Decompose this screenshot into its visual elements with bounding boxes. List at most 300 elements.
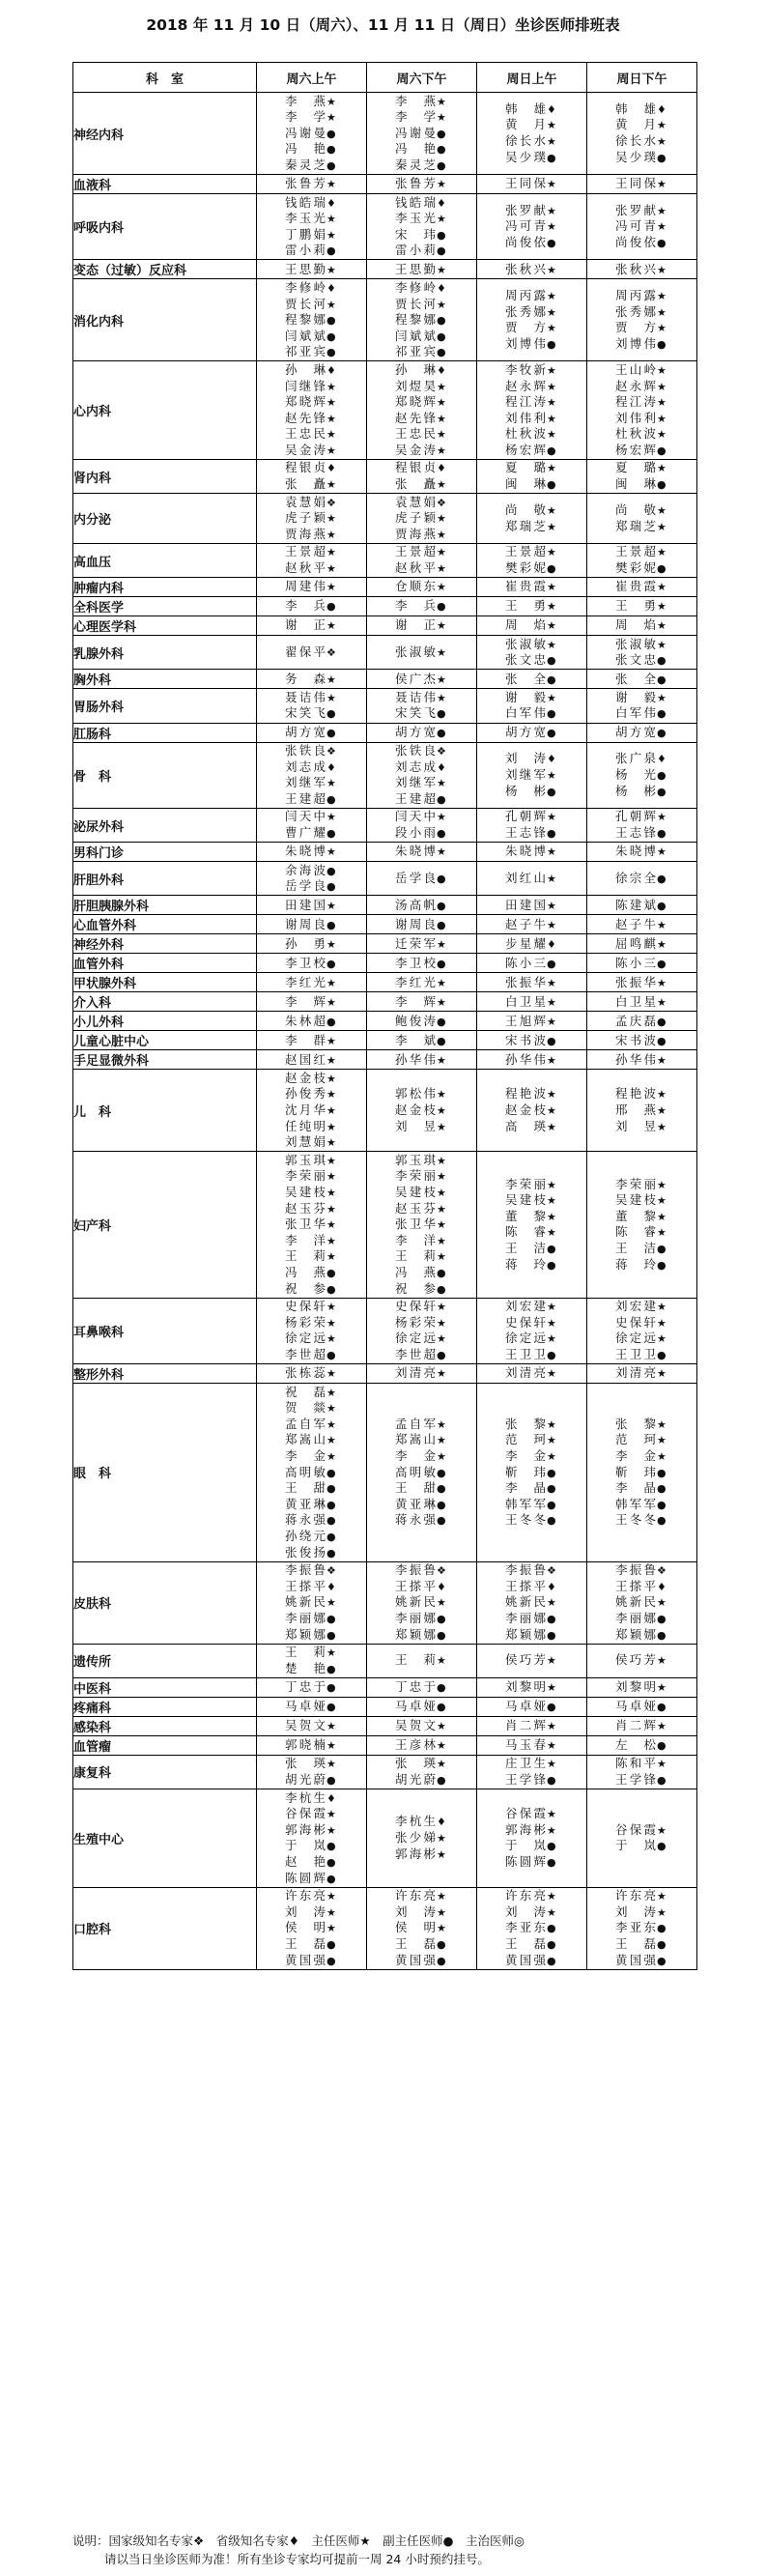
doctor-entry: 贾海燕★ [285,526,336,541]
schedule-cell [367,194,477,260]
schedule-body [73,93,697,1970]
doctor-entry: 许东亮★ [615,1888,667,1903]
schedule-cell [257,616,367,636]
schedule-cell [257,597,367,616]
doctor-entry: 郑晓辉★ [285,394,336,410]
department-name: 乳腺外科 [73,636,257,670]
table-row [73,934,697,954]
doctor-entry: 闫斌斌● [285,328,336,343]
schedule-cell [587,843,697,862]
table-row [73,636,697,670]
doctor-entry: 丁忠于● [395,1679,446,1695]
table-row [73,1735,697,1755]
doctor-entry: 秦灵芝● [285,157,336,172]
schedule-cell [477,93,587,175]
doctor-entry: 孟庆磊● [615,1013,667,1028]
schedule-cell [477,1298,587,1363]
department-name: 胸外科 [73,670,257,689]
doctor-entry: 冯 艳● [285,141,336,157]
doctor-entry: 徐长水★ [505,133,556,148]
doctor-entry: 赵国红★ [285,1051,336,1067]
doctor-entry: 徐宗全● [615,870,667,885]
doctor-entry: 王彦林★ [395,1737,446,1753]
doctor-entry: 闫天中★ [395,809,446,824]
doctor-entry: 陈小三● [615,955,667,970]
doctor-entry: 李振鲁❖ [395,1562,446,1578]
doctor-entry: 王忠民★ [285,426,336,442]
doctor-entry: 于 岚● [615,1838,667,1853]
department-name: 中医科 [73,1677,257,1697]
doctor-entry: 宋笑飞● [395,705,446,721]
schedule-cell [257,543,367,577]
doctor-entry: 胡方宽● [395,724,446,739]
doctor-entry: 郑颖娜● [505,1626,556,1642]
doctor-entry: 蒋 玲● [615,1256,667,1272]
doctor-entry: 孙绕元● [285,1528,336,1543]
doctor-entry: 王冬冬● [615,1512,667,1528]
schedule-cell [477,934,587,954]
doctor-entry: 姚新民★ [505,1594,556,1610]
doctor-entry: 贺 燚★ [285,1400,336,1416]
table-row [73,1050,697,1070]
doctor-entry: 郑颖娜● [395,1626,446,1642]
doctor-entry: 周建伟★ [285,579,336,594]
doctor-entry: 吴建枝★ [615,1192,667,1208]
doctor-entry: 胡方宽● [615,724,667,739]
doctor-entry: 赵永辉★ [505,378,556,393]
department-name: 消化内科 [73,279,257,361]
doctor-entry: 李世超● [285,1346,336,1361]
doctor-entry: 王 莉★ [395,1652,446,1668]
doctor-entry: 孙华伟★ [395,1051,446,1067]
doctor-entry: 姚新民★ [395,1594,446,1610]
doctor-entry: 侯 明★ [395,1920,446,1935]
schedule-cell [477,843,587,862]
doctor-entry: 李荣丽★ [505,1176,556,1191]
doctor-entry: 朱晓博★ [615,844,667,859]
doctor-entry: 董 黎★ [505,1208,556,1223]
table-row [73,1887,697,1969]
doctor-entry: 王忠民★ [395,426,446,442]
doctor-entry: 胡方宽● [285,724,336,739]
doctor-entry: 刘 涛★ [285,1903,336,1919]
schedule-cell [477,670,587,689]
schedule-cell [477,1716,587,1735]
table-row [73,1789,697,1888]
schedule-cell [257,1755,367,1789]
doctor-entry: 郑瑞芝★ [615,518,667,533]
doctor-entry: 王景超★ [505,544,556,559]
doctor-entry: 尚 敬★ [505,501,556,517]
doctor-entry: 谢 正★ [395,617,446,633]
schedule-cell [257,1152,367,1298]
doctor-entry: 谷保霞★ [615,1821,667,1837]
schedule-cell [477,1644,587,1677]
department-name: 生殖中心 [73,1789,257,1888]
doctor-entry: 鲍俊涛● [395,1013,446,1028]
doctor-entry: 张秋兴★ [505,261,556,276]
table-row [73,578,697,597]
doctor-entry: 刘伟利★ [615,410,667,425]
table-row [73,1298,697,1363]
doctor-entry: 许东亮★ [505,1888,556,1903]
doctor-entry: 李亚东● [615,1920,667,1935]
schedule-cell [367,1697,477,1716]
doctor-entry: 曹广耀● [285,825,336,841]
doctor-entry: 李 燕★ [285,93,336,108]
doctor-entry: 袁慧娟❖ [395,494,446,509]
doctor-entry: 王学锋● [615,1771,667,1787]
schedule-cell [257,578,367,597]
schedule-cell [587,808,697,842]
doctor-entry: 韩 雄♦ [505,100,556,116]
schedule-cell [257,279,367,361]
doctor-entry: 李 辉★ [395,993,446,1009]
table-row [73,862,697,896]
schedule-cell [367,1050,477,1070]
schedule-cell [367,260,477,279]
doctor-entry: 李 兵● [285,598,336,614]
schedule-cell [367,494,477,544]
doctor-entry: 徐长水★ [615,133,667,148]
department-name: 胃肠外科 [73,689,257,723]
doctor-entry: 蒋 玲● [505,1256,556,1272]
doctor-entry: 肖二辉★ [505,1718,556,1733]
table-row [73,808,697,842]
table-row [73,1070,697,1152]
doctor-entry: 秦灵芝● [395,157,446,172]
doctor-entry: 刘宏建★ [615,1299,667,1314]
doctor-entry: 夏 璐★ [615,460,667,475]
doctor-entry: 程黎娜● [285,312,336,328]
doctor-entry: 张铁良❖ [285,743,336,758]
schedule-cell [477,1735,587,1755]
doctor-entry: 王同保★ [615,176,667,191]
doctor-entry: 张鲁芳★ [285,176,336,191]
table-row [73,992,697,1012]
doctor-entry: 李 燕★ [395,93,446,108]
schedule-cell [367,1012,477,1031]
doctor-entry: 刘 昱★ [615,1118,667,1133]
doctor-entry: 王搽平♦ [615,1578,667,1593]
table-row [73,1384,697,1562]
department-name: 肝胆胰腺外科 [73,896,257,915]
schedule-table [72,62,697,1970]
doctor-entry: 吴贺文★ [395,1718,446,1733]
schedule-cell [367,1070,477,1152]
doctor-entry: 王冬冬● [505,1512,556,1528]
doctor-entry: 郭海彬★ [505,1821,556,1837]
schedule-cell [587,361,697,460]
doctor-entry: 史保轩★ [615,1314,667,1330]
schedule-cell [257,862,367,896]
doctor-entry: 黄国强● [395,1952,446,1967]
doctor-entry: 张栋蕊★ [285,1365,336,1381]
doctor-entry: 步星耀♦ [505,935,556,951]
doctor-entry: 杨 彬● [615,783,667,798]
doctor-entry: 李杭生♦ [395,1814,446,1829]
schedule-cell [587,992,697,1012]
schedule-cell [477,279,587,361]
doctor-entry: 祝 参● [395,1280,446,1296]
schedule-cell [257,843,367,862]
schedule-cell [477,1364,587,1384]
doctor-entry: 侯巧芳★ [615,1652,667,1668]
doctor-entry: 孟自军★ [285,1416,336,1431]
doctor-entry: 郑嵩山★ [395,1432,446,1447]
department-name: 泌尿外科 [73,808,257,842]
header-sat-am: 周六上午 [257,63,367,93]
schedule-cell [477,992,587,1012]
table-row [73,175,697,194]
schedule-cell [257,689,367,723]
doctor-entry: 王思勤★ [285,261,336,276]
schedule-cell [257,93,367,175]
doctor-entry: 王 莉★ [285,1645,336,1660]
doctor-entry: 陈圆辉● [285,1870,336,1885]
doctor-entry: 李荣丽★ [395,1168,446,1184]
department-name: 骨 科 [73,742,257,808]
footnote-legend: 说明：国家级知名专家❖ 省级知名专家♦ 主任医师★ 副主任医师● 主治医师◎ [72,2533,525,2548]
doctor-entry: 马卓娅● [615,1699,667,1714]
doctor-entry: 刘宏建★ [505,1299,556,1314]
doctor-entry: 许东亮★ [395,1888,446,1903]
doctor-entry: 刘博伟● [505,335,556,351]
schedule-cell [587,93,697,175]
doctor-entry: 樊彩妮● [505,560,556,576]
doctor-entry: 史保轩★ [505,1314,556,1330]
doctor-entry: 李红光★ [285,974,336,989]
doctor-entry: 郑瑞芝★ [505,518,556,533]
doctor-entry: 李 斌● [395,1032,446,1047]
doctor-entry: 沈月华★ [285,1102,336,1117]
doctor-entry: 孙 勇★ [285,935,336,951]
schedule-cell [587,616,697,636]
department-name: 口腔科 [73,1887,257,1969]
doctor-entry: 黄 月★ [615,117,667,132]
doctor-entry: 王建超● [285,790,336,806]
doctor-entry: 王 甜● [395,1480,446,1496]
doctor-entry: 冯 燕● [285,1264,336,1279]
doctor-entry: 刘煜昊★ [395,378,446,393]
doctor-entry: 赵 艳● [285,1853,336,1869]
doctor-entry: 宋书波● [505,1032,556,1047]
schedule-cell [257,361,367,460]
schedule-cell [477,260,587,279]
doctor-entry: 姚新民★ [615,1594,667,1610]
schedule-cell [477,1755,587,1789]
doctor-entry: 杜秋波★ [505,426,556,442]
doctor-entry: 雷小莉● [285,243,336,258]
doctor-entry: 刘志成♦ [285,758,336,774]
doctor-entry: 刘 涛♦ [505,751,556,766]
doctor-entry: 孔朝辉★ [615,809,667,824]
schedule-cell [477,494,587,544]
doctor-entry: 陈 睿★ [615,1224,667,1240]
doctor-entry: 夏 璐★ [505,460,556,475]
schedule-cell [477,973,587,992]
doctor-entry: 王山岭★ [615,361,667,377]
schedule-cell [257,1384,367,1562]
doctor-entry: 孙俊秀★ [285,1086,336,1102]
doctor-entry: 李卫校● [395,955,446,970]
doctor-entry: 张卫华★ [285,1216,336,1232]
schedule-cell [367,915,477,934]
doctor-entry: 刘志成♦ [395,758,446,774]
schedule-cell [587,1644,697,1677]
doctor-entry: 孔朝辉★ [505,809,556,824]
doctor-entry: 王志锋● [615,825,667,841]
schedule-cell [257,808,367,842]
table-row [73,194,697,260]
doctor-entry: 刘清亮★ [615,1365,667,1381]
schedule-cell [477,194,587,260]
schedule-cell [257,1561,367,1644]
doctor-entry: 庄卫生★ [505,1756,556,1771]
department-name: 康复科 [73,1755,257,1789]
doctor-entry: 李卫校● [285,955,336,970]
doctor-entry: 杨彩荣★ [395,1314,446,1330]
schedule-cell [477,459,587,493]
schedule-cell [587,1789,697,1888]
schedule-cell [367,1364,477,1384]
doctor-entry: 谢 毅★ [505,689,556,704]
doctor-entry: 刘 昱★ [395,1118,446,1133]
doctor-entry: 史保轩★ [285,1299,336,1314]
doctor-entry: 蒋永强● [285,1512,336,1528]
doctor-entry: 郭海彬★ [285,1821,336,1837]
schedule-cell [477,1697,587,1716]
doctor-entry: 谢周良● [285,916,336,931]
schedule-cell [587,260,697,279]
doctor-entry: 郑晓辉★ [395,394,446,410]
doctor-entry: 宋笑飞● [285,705,336,721]
doctor-entry: 刘慧娟★ [285,1134,336,1150]
schedule-cell [367,636,477,670]
schedule-cell [477,361,587,460]
doctor-entry: 刘博伟● [615,335,667,351]
doctor-entry: 李亚东● [505,1920,556,1935]
schedule-cell [477,1677,587,1697]
department-name: 男科门诊 [73,843,257,862]
schedule-cell [587,1050,697,1070]
schedule-cell [477,1031,587,1050]
schedule-cell [587,1716,697,1735]
schedule-cell [587,543,697,577]
table-row [73,361,697,460]
schedule-cell [257,1644,367,1677]
doctor-entry: 李 洋★ [395,1232,446,1247]
schedule-cell [367,175,477,194]
table-row [73,843,697,862]
doctor-entry: 尚 敬★ [615,501,667,517]
doctor-entry: 刘继军★ [395,775,446,790]
doctor-entry: 赵先锋★ [285,410,336,425]
schedule-cell [587,973,697,992]
schedule-cell [477,862,587,896]
schedule-cell [367,992,477,1012]
doctor-entry: 王 洁● [505,1241,556,1256]
doctor-entry: 韩军军● [505,1496,556,1511]
doctor-entry: 程银贞♦ [395,460,446,475]
department-name: 肛肠科 [73,723,257,742]
doctor-entry: 赵先锋★ [395,410,446,425]
doctor-entry: 李红光★ [395,974,446,989]
department-name: 小儿外科 [73,1012,257,1031]
doctor-entry: 张 瑛★ [395,1756,446,1771]
table-row [73,494,697,544]
schedule-cell [477,578,587,597]
schedule-cell [587,636,697,670]
table-row [73,597,697,616]
department-name: 呼吸内科 [73,194,257,260]
schedule-cell [587,1677,697,1697]
doctor-entry: 王景超★ [615,544,667,559]
doctor-entry: 高 瑛★ [505,1118,556,1133]
doctor-entry: 黄亚琳● [285,1496,336,1511]
doctor-entry: 赵金枝★ [285,1070,336,1085]
table-row [73,973,697,992]
doctor-entry: 吴建枝★ [395,1185,446,1199]
doctor-entry: 王景超★ [285,544,336,559]
doctor-entry: 赵玉芬★ [285,1200,336,1216]
doctor-entry: 张 黎★ [615,1416,667,1431]
doctor-entry: 谢 毅★ [615,689,667,704]
doctor-entry: 朱林超● [285,1013,336,1028]
doctor-entry: 王 磊● [395,1935,446,1951]
doctor-entry: 谷保霞★ [285,1806,336,1821]
doctor-entry: 王搽平♦ [505,1578,556,1593]
doctor-entry: 赵子牛★ [615,916,667,931]
doctor-entry: 宋书波● [615,1032,667,1047]
doctor-entry: 张俊扬● [285,1544,336,1560]
doctor-entry: 刘黎明★ [505,1679,556,1695]
schedule-title: 2018 年 11 月 10 日（周六）、11 月 11 日（周日）坐诊医师排班表 [146,16,620,34]
schedule-cell [477,915,587,934]
doctor-entry: 尚俊依● [505,234,556,249]
header-department: 科 室 [73,63,257,93]
schedule-cell [367,689,477,723]
doctor-entry: 张广泉♦ [615,751,667,766]
doctor-entry: 黄国强● [285,1952,336,1967]
footnote-notice: 请以当日坐诊医师为准！所有坐诊专家均可提前一周 24 小时预约挂号。 [104,2552,490,2566]
schedule-cell [257,494,367,544]
schedule-cell [367,1789,477,1888]
doctor-entry: 吴少璞● [615,149,667,164]
doctor-entry: 吴金涛★ [285,442,336,457]
schedule-cell [367,1152,477,1298]
doctor-entry: 孟自军★ [395,1416,446,1431]
doctor-entry: 聂诘伟★ [285,689,336,704]
doctor-entry: 王 磊● [615,1935,667,1951]
schedule-cell [257,459,367,493]
doctor-entry: 崔贵霞★ [615,579,667,594]
doctor-entry: 刘红山★ [505,870,556,885]
schedule-cell [587,1070,697,1152]
doctor-entry: 赵永辉★ [615,378,667,393]
doctor-entry: 陈建斌● [615,897,667,912]
doctor-entry: 马卓娅● [285,1699,336,1714]
doctor-entry: 李杭生♦ [285,1789,336,1805]
doctor-entry: 张铁良❖ [395,743,446,758]
doctor-entry: 侯 明★ [285,1920,336,1935]
department-name: 耳鼻喉科 [73,1298,257,1363]
schedule-cell [257,1735,367,1755]
schedule-cell [367,808,477,842]
department-name: 血管外科 [73,954,257,973]
department-name: 整形外科 [73,1364,257,1384]
doctor-entry: 李丽娜● [615,1610,667,1625]
